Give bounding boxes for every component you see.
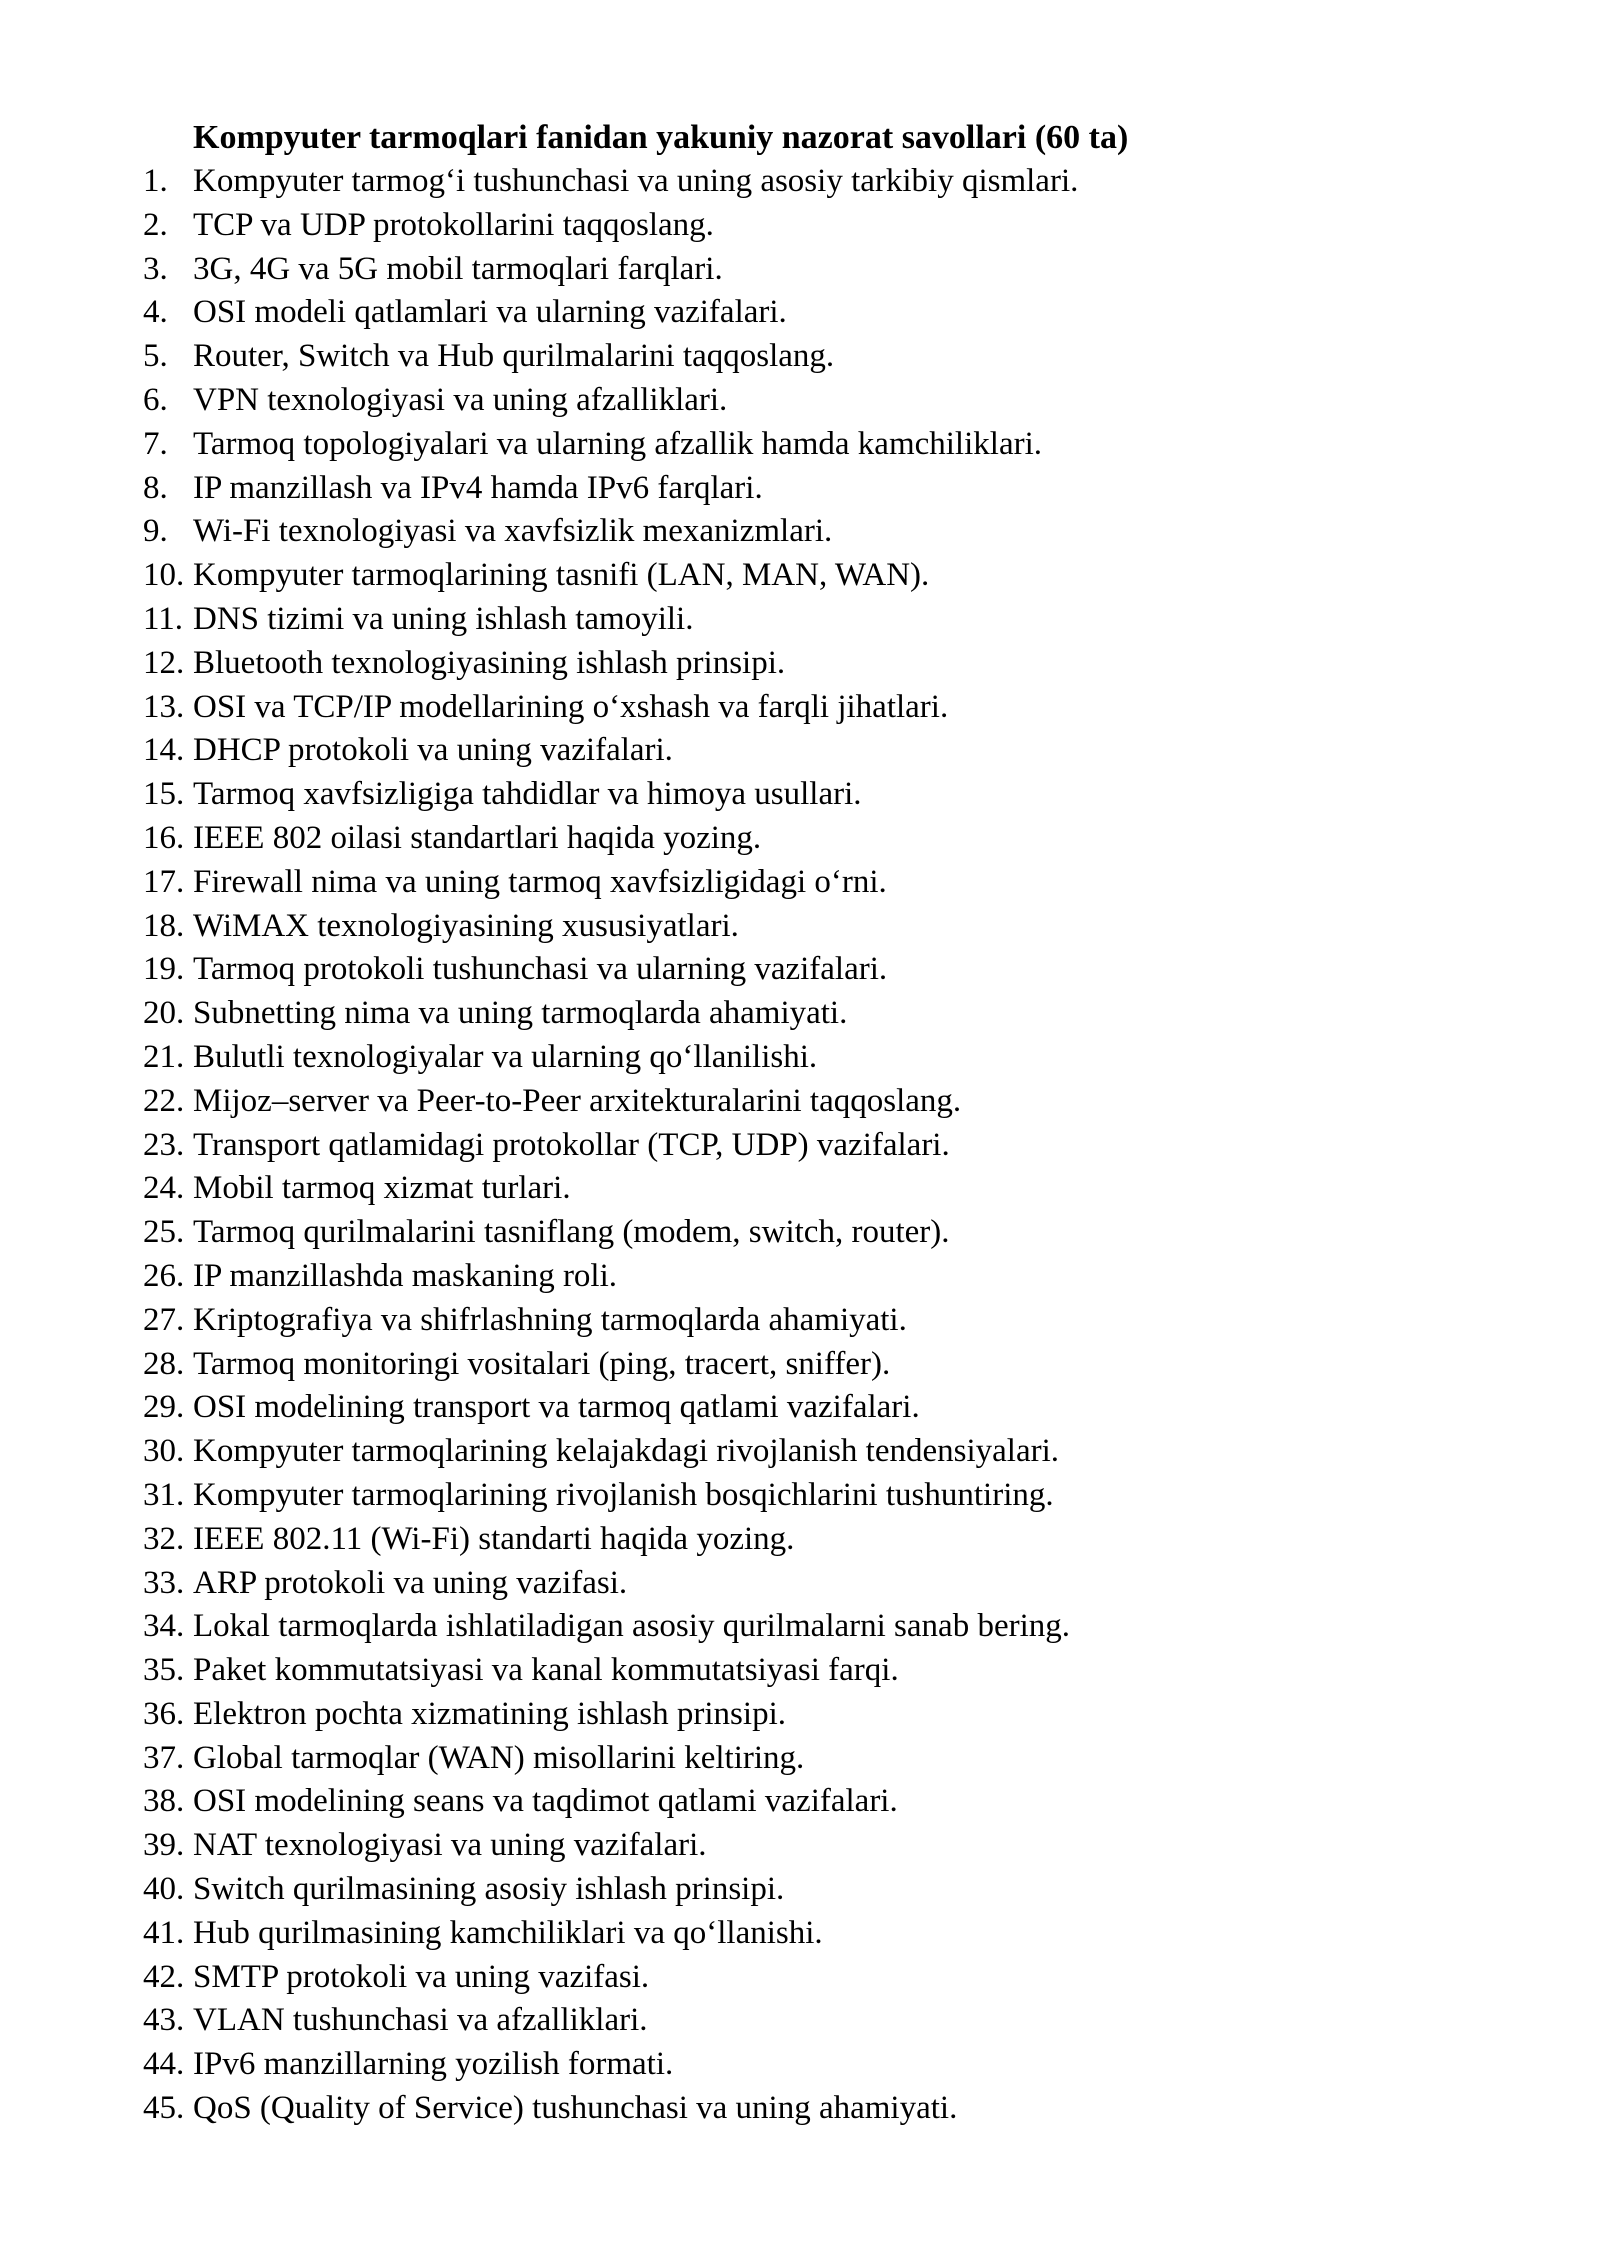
question-text: OSI modelining seans va taqdimot qatlami vazifalari.: [193, 1783, 898, 1820]
question-number: 31.: [143, 1476, 185, 1513]
question-number: 32.: [143, 1520, 185, 1557]
question-text: SMTP protokoli va uning vazifasi.: [193, 1958, 650, 1995]
question-number: 34.: [143, 1608, 185, 1645]
question-text: Lokal tarmoqlarda ishlatiladigan asosiy qurilmalarni sanab bering.: [193, 1608, 1070, 1645]
question-text: IP manzillash va IPv4 hamda IPv6 farqlari.: [193, 469, 763, 506]
question-number: 42.: [143, 1958, 185, 1995]
question-text: Subnetting nima va uning tarmoqlarda ahamiyati.: [193, 995, 848, 1032]
question-text: Router, Switch va Hub qurilmalarini taqqoslang.: [193, 338, 835, 375]
question-number: 18.: [143, 907, 185, 944]
question-number: 45.: [143, 2090, 185, 2127]
question-number: 11.: [143, 600, 184, 637]
question-number: 23.: [143, 1126, 185, 1163]
question-number: 6.: [143, 381, 168, 418]
question-number: 15.: [143, 776, 185, 813]
question-number: 29.: [143, 1389, 185, 1426]
question-text: Tarmoq monitoringi vositalari (ping, tracert, sniffer).: [193, 1345, 891, 1382]
question-number: 39.: [143, 1827, 185, 1864]
question-number: 24.: [143, 1170, 185, 1207]
question-number: 33.: [143, 1564, 185, 1601]
question-number: 9.: [143, 513, 168, 550]
question-text: OSI modelining transport va tarmoq qatlami vazifalari.: [193, 1389, 920, 1426]
question-text: Global tarmoqlar (WAN) misollarini keltiring.: [193, 1739, 805, 1776]
question-number: 27.: [143, 1301, 185, 1338]
question-text: TCP va UDP protokollarini taqqoslang.: [193, 206, 714, 243]
question-number: 44.: [143, 2046, 185, 2083]
question-number: 7.: [143, 425, 168, 462]
question-number: 5.: [143, 338, 168, 375]
question-number: 21.: [143, 1038, 185, 1075]
question-number: 28.: [143, 1345, 185, 1382]
question-text: IP manzillashda maskaning roli.: [193, 1257, 618, 1294]
question-text: IPv6 manzillarning yozilish formati.: [193, 2046, 674, 2083]
question-number: 30.: [143, 1433, 185, 1470]
question-text: Mijoz–server va Peer-to-Peer arxitekturalarini taqqoslang.: [193, 1082, 962, 1119]
question-number: 38.: [143, 1783, 185, 1820]
question-text: IEEE 802.11 (Wi-Fi) standarti haqida yozing.: [193, 1520, 795, 1557]
question-number: 12.: [143, 644, 185, 681]
question-text: Wi-Fi texnologiyasi va xavfsizlik mexanizmlari.: [193, 513, 833, 550]
question-text: Tarmoq xavfsizligiga tahdidlar va himoya usullari.: [193, 776, 862, 813]
question-text: DNS tizimi va uning ishlash tamoyili.: [193, 600, 694, 637]
question-text: Switch qurilmasining asosiy ishlash prinsipi.: [193, 1871, 785, 1908]
question-text: Kompyuter tarmog‘i tushunchasi va uning asosiy tarkibiy qismlari.: [193, 163, 1079, 199]
question-text: OSI va TCP/IP modellarining o‘xshash va farqli jihatlari.: [193, 688, 949, 725]
question-text: Kompyuter tarmoqlarining rivojlanish bosqichlarini tushuntiring.: [193, 1476, 1054, 1513]
question-number: 20.: [143, 995, 185, 1032]
question-text: Firewall nima va uning tarmoq xavfsizligidagi o‘rni.: [193, 863, 887, 900]
question-number: 13.: [143, 688, 185, 725]
document-title: Kompyuter tarmoqlari fanidan yakuniy nazorat savollari (60 ta): [193, 119, 1129, 156]
question-text: NAT texnologiyasi va uning vazifalari.: [193, 1827, 707, 1864]
question-text: Bulutli texnologiyalar va ularning qo‘llanilishi.: [193, 1038, 818, 1075]
question-number: 19.: [143, 951, 185, 988]
question-text: DHCP protokoli va uning vazifalari.: [193, 732, 673, 769]
question-number: 43.: [143, 2002, 185, 2039]
question-number: 10.: [143, 557, 185, 594]
question-text: 3G, 4G va 5G mobil tarmoqlari farqlari.: [193, 250, 723, 287]
question-number: 1.: [143, 163, 168, 199]
question-text: Tarmoq protokoli tushunchasi va ularning vazifalari.: [193, 951, 888, 988]
question-text: Transport qatlamidagi protokollar (TCP, UDP) vazifalari.: [193, 1126, 950, 1163]
question-text: Bluetooth texnologiyasining ishlash prinsipi.: [193, 644, 786, 681]
question-text: ARP protokoli va uning vazifasi.: [193, 1564, 628, 1601]
question-text: Kompyuter tarmoqlarining tasnifi (LAN, MAN, WAN).: [193, 557, 930, 594]
question-text: Mobil tarmoq xizmat turlari.: [193, 1170, 571, 1207]
question-number: 17.: [143, 863, 185, 900]
question-text: Tarmoq topologiyalari va ularning afzallik hamda kamchiliklari.: [193, 425, 1042, 462]
question-number: 14.: [143, 732, 185, 769]
question-number: 16.: [143, 819, 185, 856]
question-number: 25.: [143, 1214, 185, 1251]
question-number: 22.: [143, 1082, 185, 1119]
question-number: 3.: [143, 250, 168, 287]
question-text: VPN texnologiyasi va uning afzalliklari.: [193, 381, 728, 418]
question-text: OSI modeli qatlamlari va ularning vazifalari.: [193, 294, 787, 331]
question-number: 2.: [143, 206, 168, 243]
question-number: 40.: [143, 1871, 185, 1908]
question-text: VLAN tushunchasi va afzalliklari.: [193, 2002, 648, 2039]
question-text: QoS (Quality of Service) tushunchasi va uning ahamiyati.: [193, 2090, 958, 2127]
question-text: Kriptografiya va shifrlashning tarmoqlarda ahamiyati.: [193, 1301, 907, 1338]
question-number: 8.: [143, 469, 168, 506]
question-text: WiMAX texnologiyasining xususiyatlari.: [193, 907, 739, 944]
question-text: Kompyuter tarmoqlarining kelajakdagi rivojlanish tendensiyalari.: [193, 1433, 1060, 1470]
question-number: 37.: [143, 1739, 185, 1776]
question-text: IEEE 802 oilasi standartlari haqida yozing.: [193, 819, 762, 856]
question-text: Elektron pochta xizmatining ishlash prinsipi.: [193, 1695, 786, 1732]
question-number: 4.: [143, 294, 168, 331]
question-number: 26.: [143, 1257, 185, 1294]
question-text: Paket kommutatsiyasi va kanal kommutatsiyasi farqi.: [193, 1652, 899, 1689]
question-text: Hub qurilmasining kamchiliklari va qo‘llanishi.: [193, 1914, 823, 1951]
question-text: Tarmoq qurilmalarini tasniflang (modem, switch, router).: [193, 1214, 950, 1251]
question-number: 35.: [143, 1652, 185, 1689]
question-number: 41.: [143, 1914, 185, 1951]
question-number: 36.: [143, 1695, 185, 1732]
